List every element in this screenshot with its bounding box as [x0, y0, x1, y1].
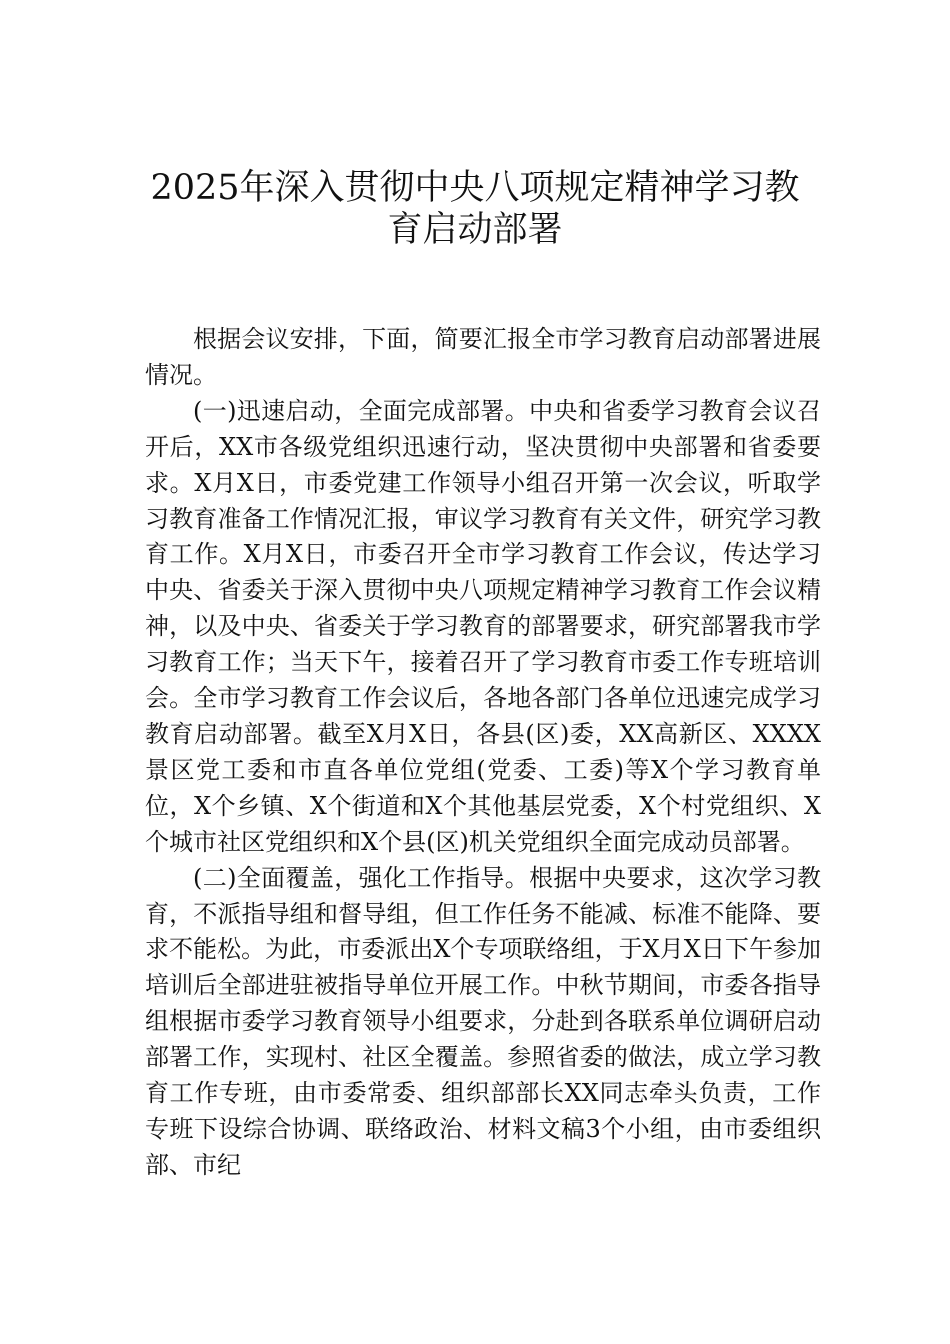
paragraph-section-2: (二)全面覆盖，强化工作指导。根据中央要求，这次学习教育，不派指导组和督导组，但工作任务不能减、标准不能降、要求不能松。为此，市委派出X个专项联络组，于X月X日下午参加培训后全部进驻被指导单位开展工作。中秋节期间，市委各指导组根据市委学习教育领导小组要求，分赴到各联系单位调研启动部署工作，实现村、社区全覆盖。参照省委的做法，成立学习教育工作专班，由市委常委、组织部部长XX同志牵头负责，工作专班下设综合协调、联络政治、材料文稿3个小组，由市委组织部、市纪 — [145, 863, 821, 1179]
document-body — [145, 322, 821, 1184]
paragraph-intro: 根据会议安排，下面，简要汇报全市学习教育启动部署进展情况。 — [145, 325, 821, 389]
document-title-line-1: 2025年深入贯彻中央八项规定精神学习教 — [150, 168, 800, 208]
document-title-line-2: 育启动部署 — [387, 210, 563, 250]
paragraph-section-1: (一)迅速启动，全面完成部署。中央和省委学习教育会议召开后，XX市各级党组织迅速行动，坚决贯彻中央部署和省委要求。X月X日，市委党建工作领导小组召开第一次会议，听取学习教育准备工作情况汇报，审议学习教育有关文件，研究学习教育工作。X月X日，市委召开全市学习教育工作会议，传达学习中央、省委关于深入贯彻中央八项规定精神学习教育工作会议精神，以及中央、省委关于学习教育的部署要求，研究部署我市学习教育工作；当天下午，接着召开了学习教育市委工作专班培训会。全市学习教育工作会议后，各地各部门各单位迅速完成学习教育启动部署。截至X月X日，各县(区)委，XX高新区、XXXX景区党工委和市直各单位党组(党委、工委)等X个学习教育单位，X个乡镇、X个街道和X个其他基层党委，X个村党组织、X个城市社区党组织和X个县(区)机关党组织全面完成动员部署。 — [145, 396, 821, 856]
